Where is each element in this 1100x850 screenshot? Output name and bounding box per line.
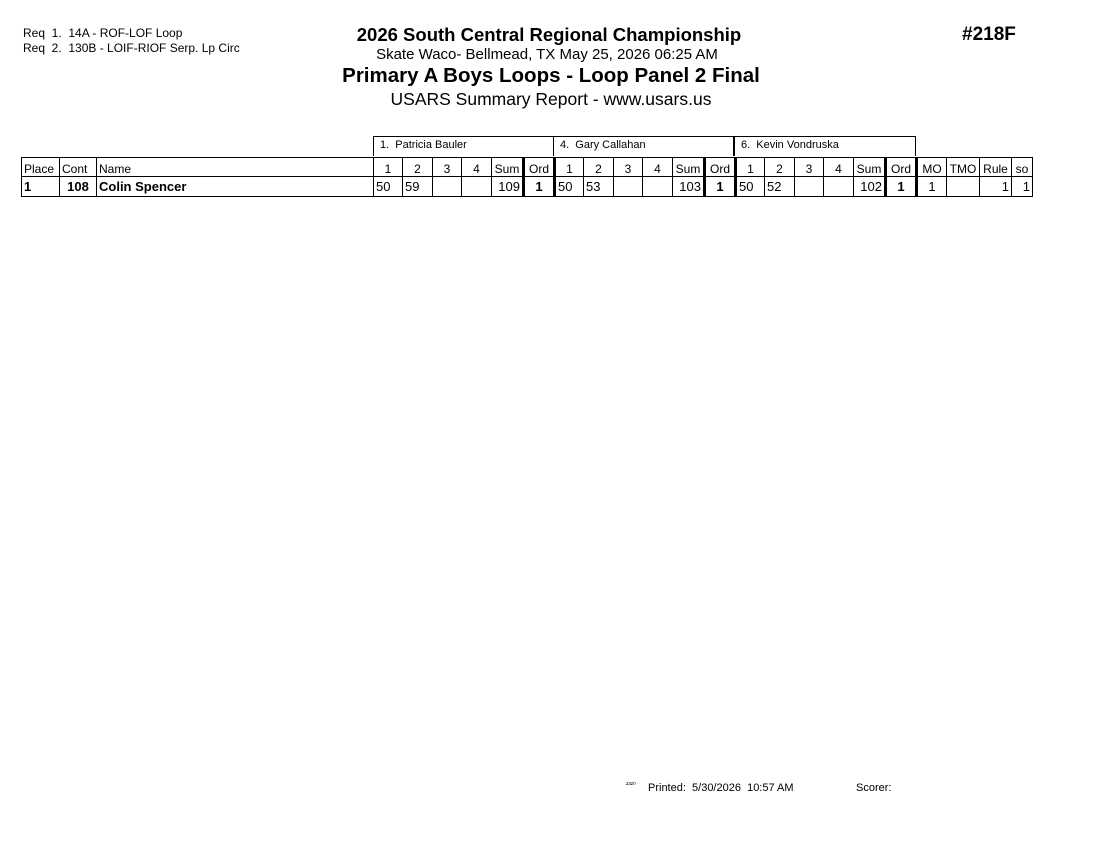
cell-j1-3	[433, 177, 462, 197]
cell-j1-sum: 109	[492, 177, 524, 197]
cell-name: Colin Spencer	[97, 177, 374, 197]
judge-header-1: 1. Patricia Bauler	[373, 136, 554, 156]
col-j3-sum: Sum	[854, 158, 886, 177]
cell-j2-3	[614, 177, 643, 197]
cell-j1-2: 59	[403, 177, 433, 197]
col-j3-1: 1	[736, 158, 765, 177]
report-name: USARS Summary Report - www.usars.us	[390, 89, 712, 109]
col-j1-1: 1	[374, 158, 403, 177]
cell-tmo	[947, 177, 980, 197]
col-j1-ord: Ord	[524, 158, 555, 177]
col-j1-3: 3	[433, 158, 462, 177]
col-j2-ord: Ord	[705, 158, 736, 177]
cell-j1-4	[462, 177, 492, 197]
col-mo: MO	[917, 158, 947, 177]
cell-rule: 1	[980, 177, 1012, 197]
cell-j2-4	[643, 177, 673, 197]
results-table	[21, 157, 1033, 197]
col-place: Place	[22, 158, 60, 177]
col-tmo: TMO	[947, 158, 980, 177]
printed-timestamp: Printed: 5/30/2026 10:57 AM	[648, 782, 794, 794]
col-j1-4: 4	[462, 158, 492, 177]
judge-header-2: 4. Gary Callahan	[553, 136, 734, 156]
col-j3-3: 3	[795, 158, 824, 177]
scorer-label: Scorer:	[856, 782, 892, 794]
col-j1-2: 2	[403, 158, 433, 177]
cell-j3-1: 50	[736, 177, 765, 197]
cell-place: 1	[22, 177, 60, 197]
cell-j3-3	[795, 177, 824, 197]
cell-j3-sum: 102	[854, 177, 886, 197]
event-title: Primary A Boys Loops - Loop Panel 2 Final	[342, 64, 760, 87]
cell-j1-ord: 1	[524, 177, 555, 197]
judge-header-3: 6. Kevin Vondruska	[734, 136, 916, 156]
col-rule: Rule	[980, 158, 1012, 177]
footer-mark: ²³²⁰	[626, 782, 636, 789]
col-j3-4: 4	[824, 158, 854, 177]
table-header-row	[22, 158, 1033, 177]
col-so: so	[1012, 158, 1033, 177]
venue-date: Skate Waco- Bellmead, TX May 25, 2026 06:25 AM	[376, 46, 718, 63]
cell-j3-4	[824, 177, 854, 197]
col-j2-3: 3	[614, 158, 643, 177]
requirement-2: Req 2. 130B - LOIF-RIOF Serp. Lp Circ	[23, 41, 240, 55]
col-j2-1: 1	[555, 158, 584, 177]
cell-cont: 108	[60, 177, 97, 197]
cell-mo: 1	[917, 177, 947, 197]
cell-j2-sum: 103	[673, 177, 705, 197]
requirement-1: Req 1. 14A - ROF-LOF Loop	[23, 26, 183, 40]
cell-j2-ord: 1	[705, 177, 736, 197]
cell-j3-ord: 1	[886, 177, 917, 197]
event-number: #218F	[962, 24, 1016, 45]
col-j3-2: 2	[765, 158, 795, 177]
col-j1-sum: Sum	[492, 158, 524, 177]
cell-j3-2: 52	[765, 177, 795, 197]
cell-j2-1: 50	[555, 177, 584, 197]
col-j2-4: 4	[643, 158, 673, 177]
table-row	[22, 177, 1033, 197]
cell-j2-2: 53	[584, 177, 614, 197]
col-j3-ord: Ord	[886, 158, 917, 177]
col-j2-sum: Sum	[673, 158, 705, 177]
col-cont: Cont	[60, 158, 97, 177]
cell-j1-1: 50	[374, 177, 403, 197]
cell-so: 1	[1012, 177, 1033, 197]
col-j2-2: 2	[584, 158, 614, 177]
col-name: Name	[97, 158, 374, 177]
competition-title: 2026 South Central Regional Championship	[356, 24, 742, 45]
